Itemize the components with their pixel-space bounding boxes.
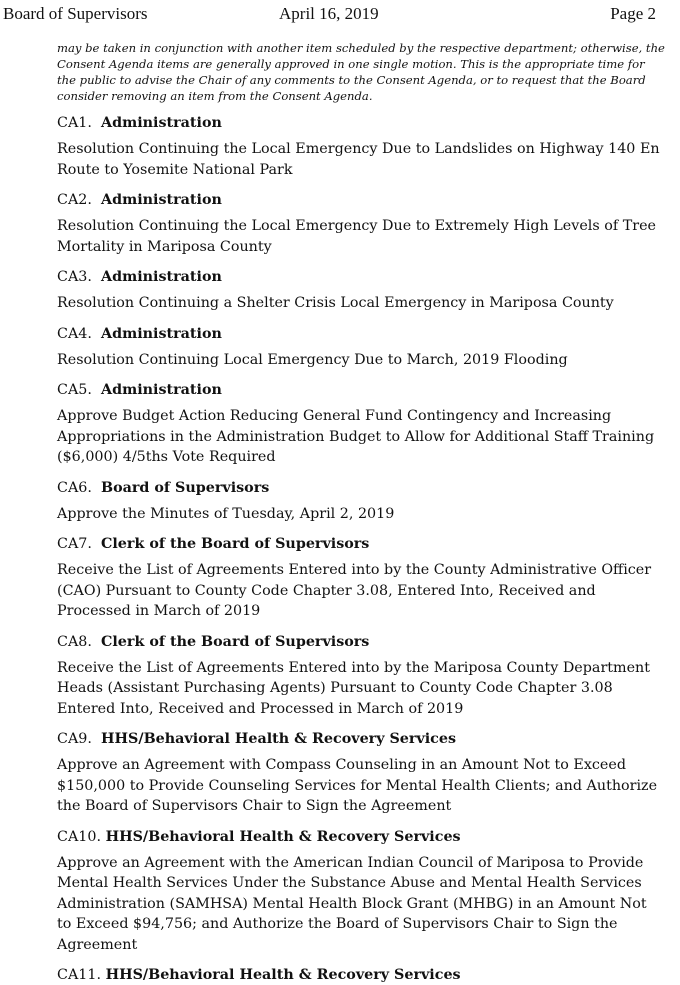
agenda-item-description: Approve an Agreement with Compass Counseling in an Amount Not to Exceed $150,000 to Provide Counseling Services for Mental Health Clients; and Authorize the Board of Supervisors Chair to Sign the Agreement — [57, 757, 658, 814]
agenda-item-number: CA10. — [57, 828, 102, 845]
agenda-item-department: HHS/Behavioral Health & Recovery Services — [105, 828, 461, 845]
agenda-item-department: HHS/Behavioral Health & Recovery Services — [105, 967, 461, 983]
consent-agenda-items — [57, 114, 665, 985]
agenda-item-number: CA9. — [57, 731, 92, 747]
agenda-item-number: CA1. — [57, 115, 92, 131]
consent-agenda-content — [57, 40, 665, 985]
agenda-item-department: Administration — [101, 115, 222, 131]
agenda-item-description: Approve an Agreement with the American Indian Council of Mariposa to Provide Mental Health Services Under the Substance Abuse and Mental Health Services Administration (SAMHSA) Mental Health Block Grant (MHBG) in an Amount Not to Exceed $94,756; and Authorize the Board of Supervisors Chair to Sign the Agreement — [57, 854, 647, 953]
agenda-item-number: CA8. — [57, 633, 92, 650]
agenda-item-heading — [57, 381, 665, 400]
agenda-item — [57, 381, 665, 468]
agenda-item-number: CA3. — [57, 269, 92, 285]
agenda-item-heading — [57, 535, 665, 554]
agenda-item-department: HHS/Behavioral Health & Recovery Services — [101, 731, 457, 747]
agenda-item-department: Board of Supervisors — [101, 479, 270, 496]
agenda-item-heading — [57, 268, 665, 287]
agenda-item-department: Clerk of the Board of Supervisors — [101, 536, 370, 552]
agenda-item-heading — [57, 633, 665, 652]
agenda-item — [57, 268, 665, 314]
agenda-item-number: CA4. — [57, 325, 92, 342]
consent-agenda-intro: may be taken in conjunction with another item scheduled by the respective department; otherwise, the Consent Agenda items are generally approved in one single motion. This is the appropriate time for the public to advise the Chair of any comments to the Consent Agenda, or to request that the Board consider removing an item from the Consent Agenda. — [57, 41, 665, 103]
agenda-item-department: Administration — [101, 192, 222, 208]
agenda-item — [57, 114, 665, 180]
agenda-item-heading — [57, 114, 665, 133]
agenda-item-description: Resolution Continuing the Local Emergency Due to Extremely High Levels of Tree Mortality in Mariposa County — [57, 218, 656, 255]
header-board-name: Board of Supervisors — [3, 4, 148, 23]
agenda-item — [57, 325, 665, 371]
agenda-item — [57, 633, 665, 720]
agenda-item-number: CA5. — [57, 382, 92, 398]
agenda-item-description: Receive the List of Agreements Entered into by the Mariposa County Department Heads (Assistant Purchasing Agents) Pursuant to County Code Chapter 3.08 Entered Into, Received and Processed in March of 2019 — [57, 659, 650, 717]
agenda-item — [57, 730, 665, 817]
agenda-item-department: Administration — [101, 382, 222, 398]
agenda-item-description: Resolution Continuing the Local Emergency Due to Landslides on Highway 140 En Route to Yosemite National Park — [57, 141, 660, 178]
agenda-item-number: CA7. — [57, 536, 92, 552]
agenda-item — [57, 479, 665, 525]
agenda-item-number: CA2. — [57, 192, 92, 208]
page-header — [0, 4, 680, 24]
agenda-item — [57, 828, 665, 956]
agenda-item-department: Administration — [101, 325, 222, 342]
header-date: April 16, 2019 — [279, 4, 379, 23]
agenda-item-heading — [57, 325, 665, 344]
agenda-item — [57, 535, 665, 622]
agenda-item-description: Approve the Minutes of Tuesday, April 2, 2019 — [57, 505, 395, 522]
agenda-item-description: Resolution Continuing Local Emergency Due to March, 2019 Flooding — [57, 351, 568, 368]
header-page-number: Page 2 — [610, 4, 656, 23]
agenda-item — [57, 191, 665, 257]
agenda-item-description: Resolution Continuing a Shelter Crisis Local Emergency in Mariposa County — [57, 295, 614, 311]
agenda-item-heading — [57, 730, 665, 749]
agenda-item-heading — [57, 191, 665, 210]
agenda-item — [57, 966, 665, 985]
agenda-item-number: CA6. — [57, 479, 92, 496]
agenda-item-description: Approve Budget Action Reducing General Fund Contingency and Increasing Appropriations in the Administration Budget to Allow for Additional Staff Training ($6,000) 4/5ths Vote Required — [57, 408, 655, 465]
agenda-item-department: Clerk of the Board of Supervisors — [101, 633, 370, 650]
agenda-item-heading — [57, 966, 665, 985]
agenda-item-department: Administration — [101, 269, 222, 285]
agenda-item-heading — [57, 828, 665, 847]
agenda-item-description: Receive the List of Agreements Entered into by the County Administrative Officer (CAO) Pursuant to County Code Chapter 3.08, Entered Into, Received and Processed in March of 2019 — [57, 562, 652, 619]
agenda-item-heading — [57, 479, 665, 498]
agenda-item-number: CA11. — [57, 967, 102, 983]
